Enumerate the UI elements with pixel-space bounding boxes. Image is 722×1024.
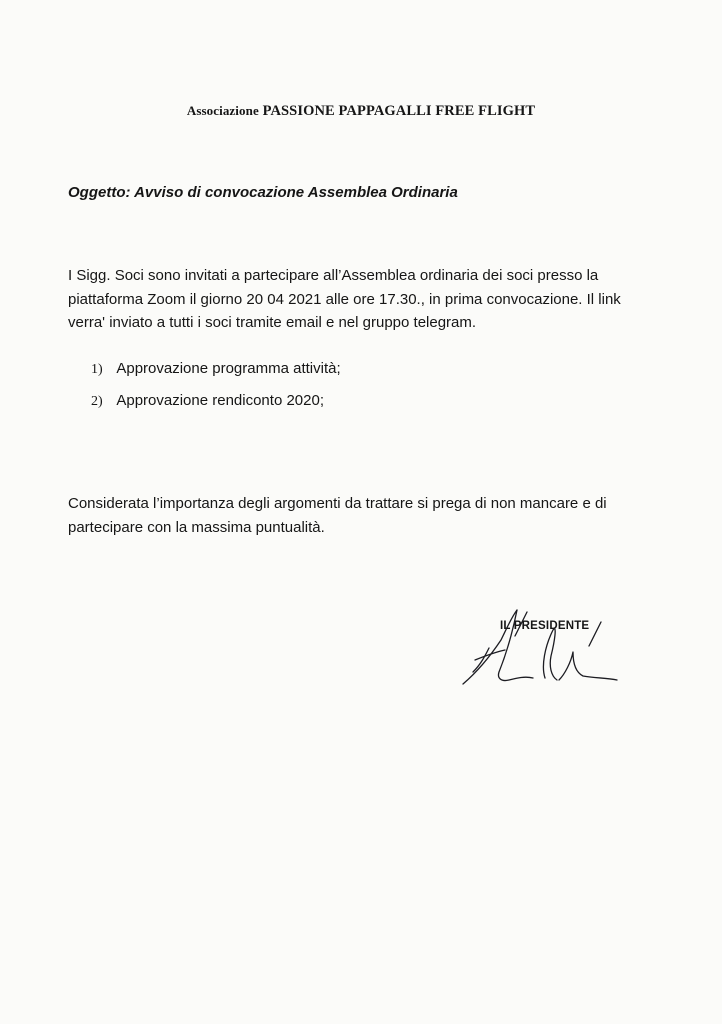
signature-block bbox=[455, 600, 625, 700]
signature-title: IL PRESIDENTE bbox=[500, 620, 590, 632]
agenda-item-text: Approvazione programma attività; bbox=[116, 360, 341, 377]
intro-paragraph: I Sigg. Soci sono invitati a partecipare all’Assemblea ordinaria dei soci presso la piattaforma Zoom il giorno 20 04 2021 alle ore 17.30., in prima convocazione. Il link verra' inviato a tutti i soci tramite email e nel gruppo telegram. bbox=[68, 267, 621, 331]
agenda-item bbox=[91, 358, 341, 390]
association-name: PASSIONE PAPPAGALLI FREE FLIGHT bbox=[262, 103, 536, 119]
agenda-item-number: 1) bbox=[91, 362, 103, 377]
header-prefix: Associazione bbox=[186, 103, 259, 118]
agenda-item bbox=[91, 390, 341, 422]
agenda-item-text: Approvazione rendiconto 2020; bbox=[116, 392, 324, 409]
agenda-list bbox=[91, 358, 341, 422]
handwritten-signature bbox=[455, 600, 625, 700]
association-header bbox=[0, 103, 722, 120]
closing-paragraph: Considerata l’importanza degli argomenti da trattare si prega di non mancare e di partecipare con la massima puntualità. bbox=[68, 495, 607, 536]
subject-line: Oggetto: Avviso di convocazione Assemblea Ordinaria bbox=[68, 184, 458, 201]
agenda-item-number: 2) bbox=[91, 394, 103, 409]
